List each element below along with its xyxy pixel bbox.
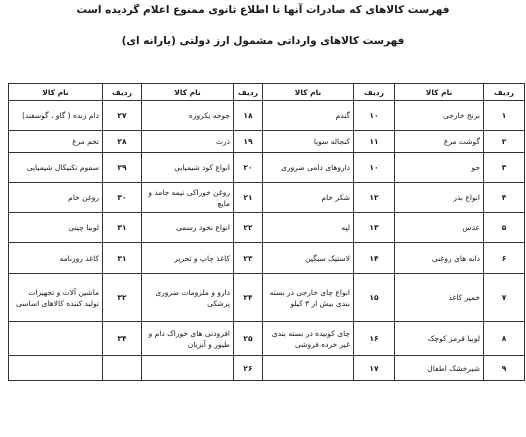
- item-name-cell: لوبیا قرمز کوچک: [395, 322, 484, 356]
- row-number-cell: ۹: [484, 356, 525, 381]
- row-number-cell: ۲۱: [234, 183, 263, 213]
- item-name-cell: برنج خارجی: [395, 101, 484, 131]
- item-name-cell: جوجه یکروزه: [142, 101, 234, 131]
- row-number-cell: ۱۶: [354, 322, 395, 356]
- goods-table: [8, 83, 525, 381]
- item-name-cell: خمیر کاغذ: [395, 274, 484, 322]
- row-number-cell: ۲: [484, 131, 525, 153]
- document-subtitle: فهرست کالاهای وارداتی مشمول ارز دولتی (یارانه ای): [121, 35, 405, 47]
- item-name-cell: جو: [395, 153, 484, 183]
- item-name-cell: لوبیا چیتی: [9, 213, 103, 243]
- column-header: نام کالا: [9, 84, 103, 101]
- row-number-cell: [103, 356, 142, 381]
- row-number-cell: ۳۰: [103, 183, 142, 213]
- item-name-cell: [9, 322, 103, 356]
- column-header: نام کالا: [142, 84, 234, 101]
- table-row: [9, 356, 525, 381]
- item-name-cell: چای کوبیده در بسته بندی غیر خرده فروشی: [263, 322, 354, 356]
- row-number-cell: ۳۲: [103, 274, 142, 322]
- table-header-row: [9, 84, 525, 101]
- row-number-cell: ۱۸: [234, 101, 263, 131]
- item-name-cell: [9, 356, 103, 381]
- row-number-cell: ۱۵: [354, 274, 395, 322]
- table-row: [9, 243, 525, 274]
- row-number-cell: ۱۳: [354, 213, 395, 243]
- row-number-cell: ۱۲: [354, 183, 395, 213]
- row-number-cell: ۲۴: [234, 274, 263, 322]
- row-number-cell: ۲۵: [234, 322, 263, 356]
- item-name-cell: سموم تکنیکال شیمیایی: [9, 153, 103, 183]
- item-name-cell: گوشت مرغ: [395, 131, 484, 153]
- column-header: نام کالا: [395, 84, 484, 101]
- item-name-cell: کاغذ چاپ و تحریر: [142, 243, 234, 274]
- item-name-cell: شیرخشک اطفال: [395, 356, 484, 381]
- row-number-cell: ۴: [484, 183, 525, 213]
- row-number-cell: ۳۱: [103, 213, 142, 243]
- item-name-cell: عدس: [395, 213, 484, 243]
- item-name-cell: انواع چای خارجی در بسته بندی بیش از ۳ کیلو: [263, 274, 354, 322]
- table-row: [9, 274, 525, 322]
- item-name-cell: لپه: [263, 213, 354, 243]
- row-number-cell: ۷: [484, 274, 525, 322]
- item-name-cell: کاغذ روزنامه: [9, 243, 103, 274]
- item-name-cell: انواع نخود رسمی: [142, 213, 234, 243]
- column-header: ردیف: [354, 84, 395, 101]
- row-number-cell: ۸: [484, 322, 525, 356]
- row-number-cell: ۱۴: [354, 243, 395, 274]
- row-number-cell: ۳۴: [103, 322, 142, 356]
- item-name-cell: گندم: [263, 101, 354, 131]
- item-name-cell: شکر خام: [263, 183, 354, 213]
- row-number-cell: ۲۳: [234, 243, 263, 274]
- item-name-cell: کنجاله سویا: [263, 131, 354, 153]
- item-name-cell: ماشین آلات و تجهیزات تولید کننده کالاهای اساسی: [9, 274, 103, 322]
- item-name-cell: دام زنده ( گاو ، گوسفند): [9, 101, 103, 131]
- table-row: [9, 153, 525, 183]
- item-name-cell: تخم مرغ: [9, 131, 103, 153]
- table-row: [9, 183, 525, 213]
- column-header: ردیف: [484, 84, 525, 101]
- row-number-cell: ۱: [484, 101, 525, 131]
- row-number-cell: ۲۹: [103, 153, 142, 183]
- row-number-cell: ۳۱: [103, 243, 142, 274]
- item-name-cell: انواع کود شیمیایی: [142, 153, 234, 183]
- table-row: [9, 322, 525, 356]
- row-number-cell: ۲۶: [234, 356, 263, 381]
- column-header: ردیف: [234, 84, 263, 101]
- item-name-cell: انواع بذر: [395, 183, 484, 213]
- row-number-cell: ۱۷: [354, 356, 395, 381]
- row-number-cell: ۲۸: [103, 131, 142, 153]
- item-name-cell: روغن خام: [9, 183, 103, 213]
- item-name-cell: دارو و ملزومات ضروری پزشکی: [142, 274, 234, 322]
- row-number-cell: ۱۱: [354, 131, 395, 153]
- row-number-cell: ۱۰: [354, 153, 395, 183]
- table-row: [9, 131, 525, 153]
- item-name-cell: افزودنی های خوراک دام و طیور و آبزیان: [142, 322, 234, 356]
- row-number-cell: ۱۰: [354, 101, 395, 131]
- row-number-cell: ۲۰: [234, 153, 263, 183]
- row-number-cell: ۲۲: [234, 213, 263, 243]
- document-title: فهرست کالاهای که صادرات آنها تا اطلاع ثانوی ممنوع اعلام گردیده است: [76, 4, 450, 16]
- row-number-cell: ۱۹: [234, 131, 263, 153]
- table-body: [9, 101, 525, 381]
- column-header: ردیف: [103, 84, 142, 101]
- item-name-cell: دانه های روغنی: [395, 243, 484, 274]
- item-name-cell: [142, 356, 234, 381]
- row-number-cell: ۶: [484, 243, 525, 274]
- item-name-cell: داروهای دامی ضروری: [263, 153, 354, 183]
- table-row: [9, 213, 525, 243]
- item-name-cell: ذرت: [142, 131, 234, 153]
- row-number-cell: ۳: [484, 153, 525, 183]
- item-name-cell: [263, 356, 354, 381]
- row-number-cell: ۵: [484, 213, 525, 243]
- item-name-cell: روغن خوراکی نیمه جامد و مایع: [142, 183, 234, 213]
- table-row: [9, 101, 525, 131]
- column-header: نام کالا: [263, 84, 354, 101]
- item-name-cell: لاستیک سنگین: [263, 243, 354, 274]
- row-number-cell: ۲۷: [103, 101, 142, 131]
